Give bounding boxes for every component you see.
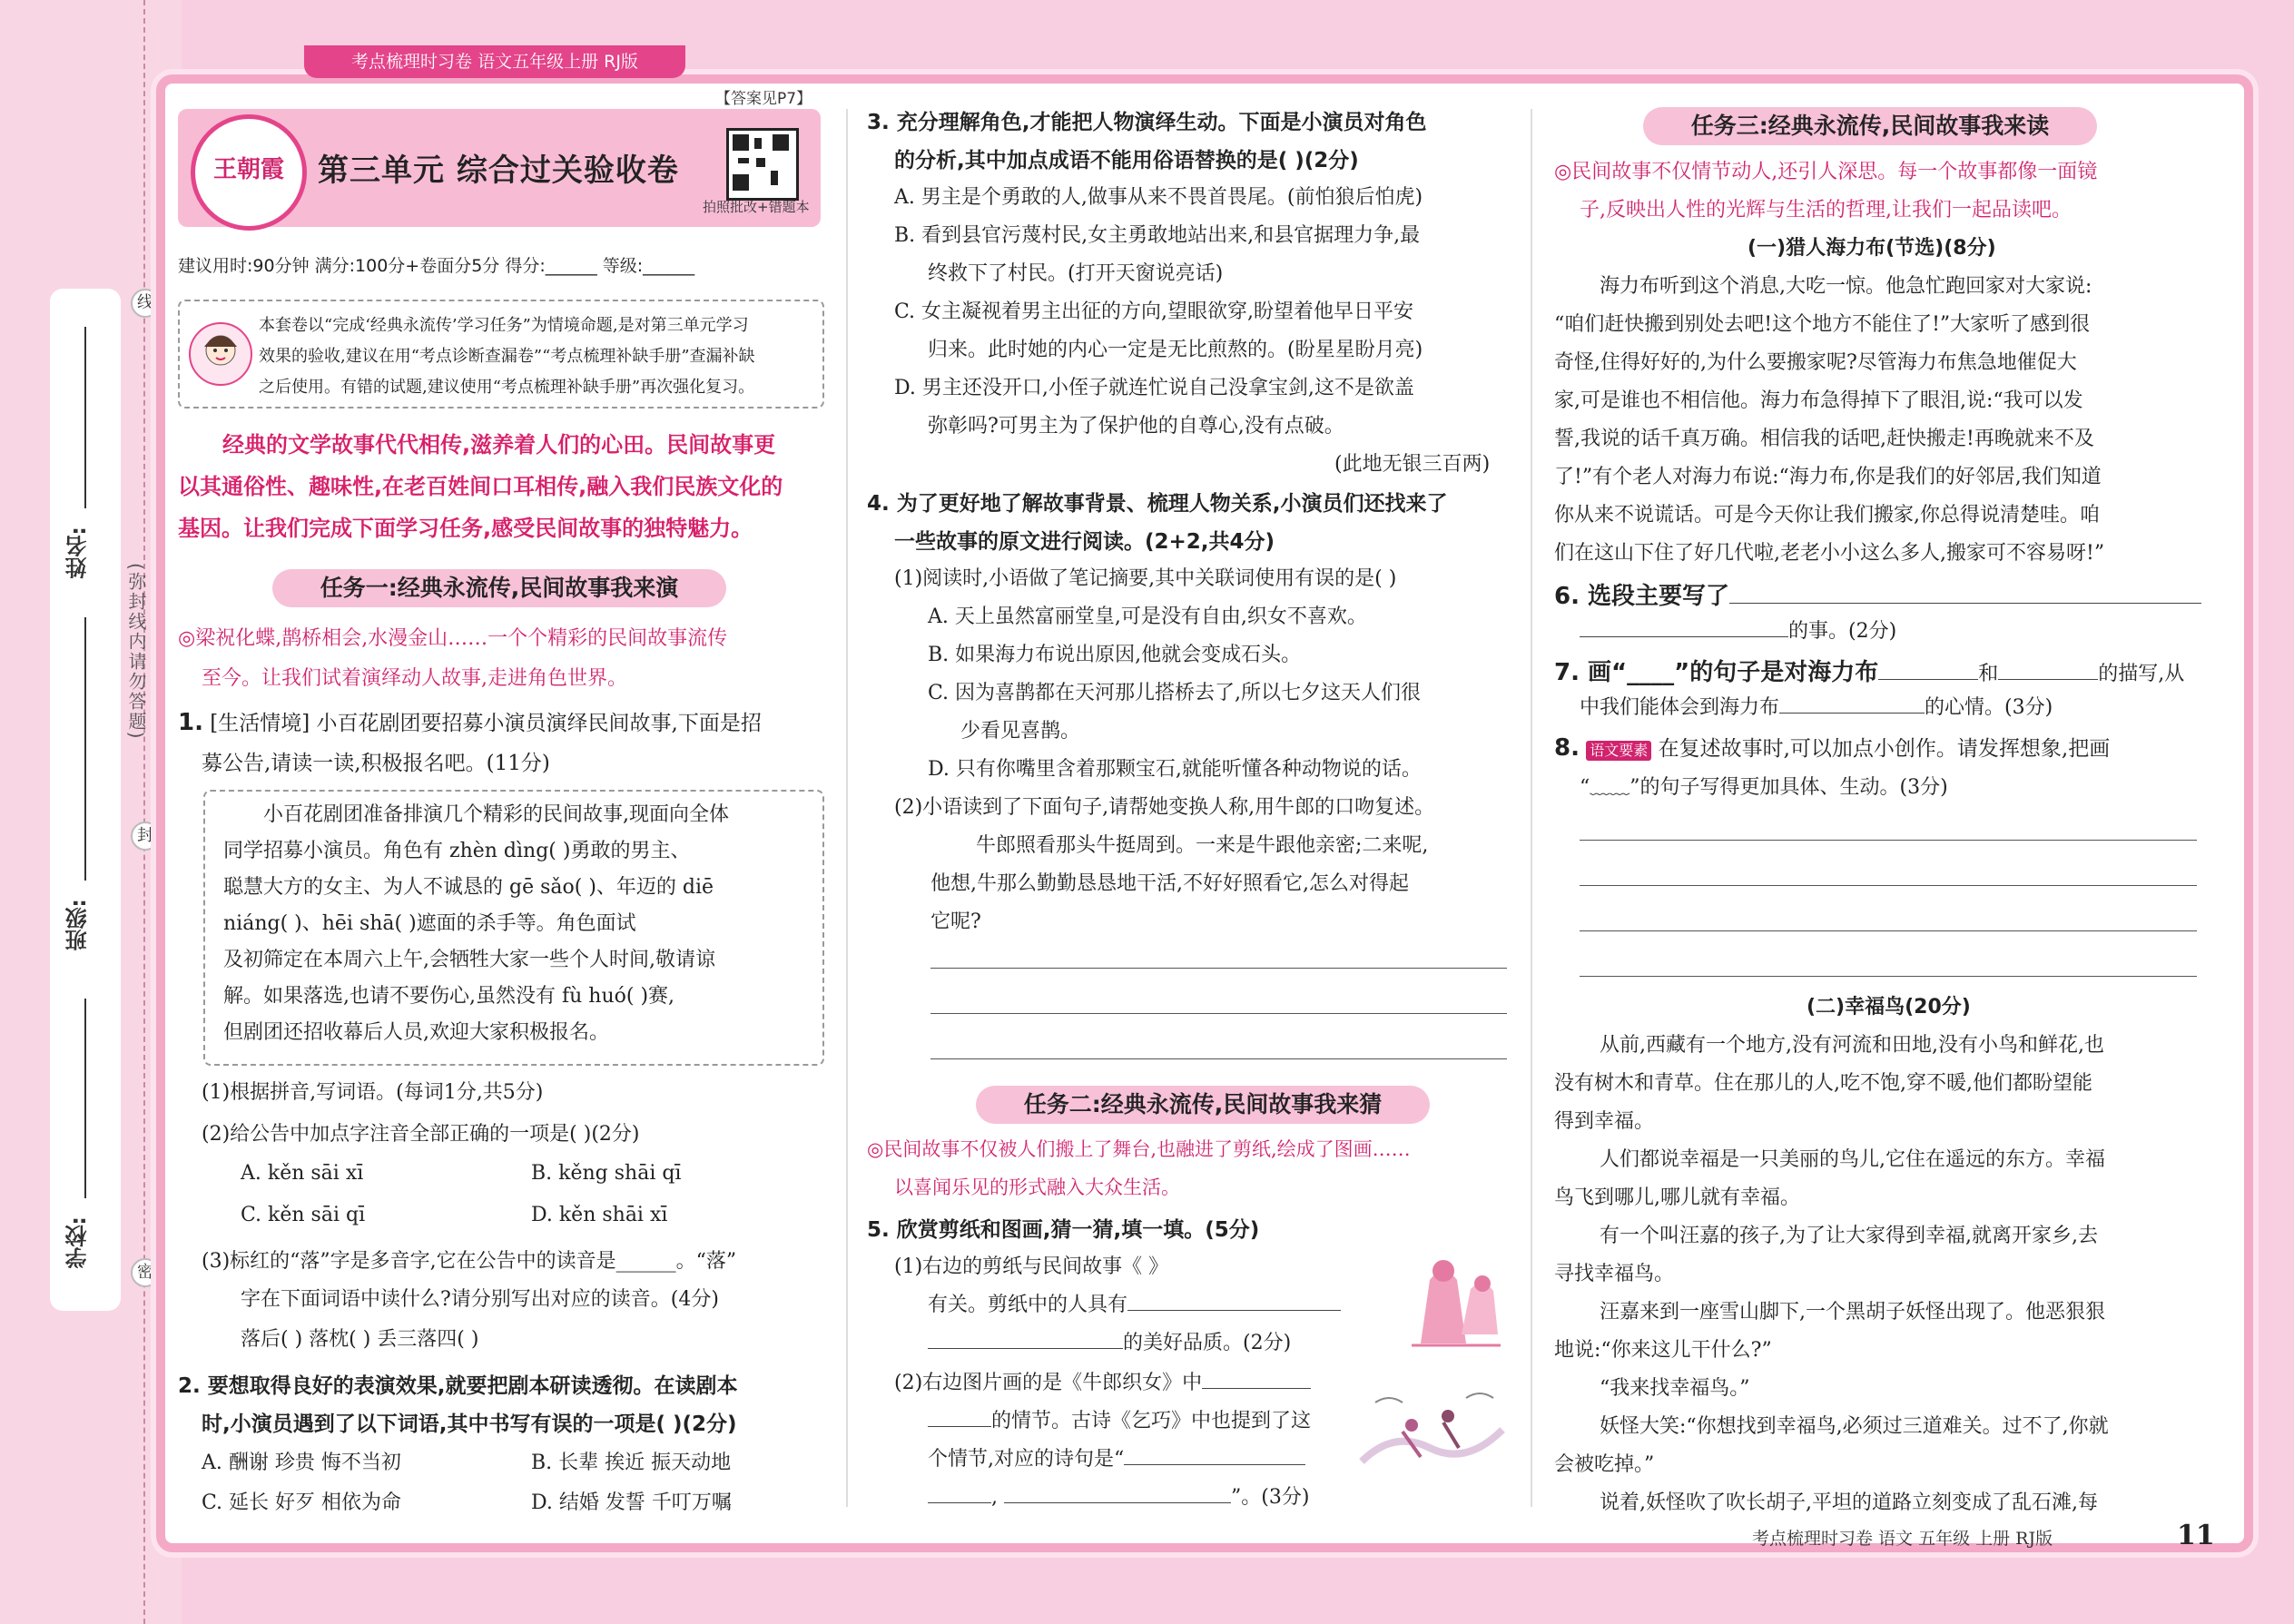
- passage2-line: 人们都说幸福是一只美丽的鸟儿,它住在遥远的东方。幸福: [1600, 1148, 2105, 1171]
- q4-answer-line[interactable]: [930, 1013, 1507, 1014]
- q1-2-option-c[interactable]: C. kěn sāi qī: [241, 1204, 366, 1226]
- brand-logo: 王朝霞: [191, 114, 307, 231]
- passage2-line: “我来找幸福鸟。”: [1600, 1377, 1750, 1400]
- q1-3: (3)标红的“落”字是多音字,它在公告中的读音是______。“落”: [202, 1250, 737, 1273]
- binding-dashed-line: [143, 0, 145, 1624]
- q1-2: (2)给公告中加点字注音全部正确的一项是( )(2分): [202, 1123, 640, 1146]
- q3-option-b[interactable]: B. 看到县官污蔑村民,女主勇敢地站出来,和县官据理力争,最: [894, 224, 1421, 247]
- passage1-line: 奇怪,住得好好的,为什么要搬家呢?尽管海力布焦急地催促大: [1554, 351, 2077, 374]
- q3-stem: 3. 充分理解角色,才能把人物演绎生动。下面是小演员对角色: [867, 111, 1427, 134]
- column-divider: [1531, 109, 1532, 1507]
- notice-line: 同学招募小演员。角色有 zhèn dìng( )勇敢的男主、: [223, 840, 691, 862]
- cowherd-weaver-painting-image: [1357, 1375, 1507, 1480]
- page-title: 第三单元 综合过关验收卷: [318, 153, 679, 189]
- passage1-title: (一)猎人海力布(节选)(8分): [1748, 237, 1996, 260]
- q7-stem: 7. 画“____”的句子是对海力布 和 的描写,从: [1554, 659, 2185, 686]
- q2-option-a[interactable]: A. 酬谢 珍贵 悔不当初: [202, 1452, 401, 1474]
- passage2-line: 妖怪大笑:“你想找到幸福鸟,必须过三道难关。过不了,你就: [1600, 1415, 2109, 1438]
- q2-stem: 时,小演员遇到了以下词语,其中书写有误的一项是( )(2分): [202, 1412, 737, 1436]
- passage2-line: 从前,西藏有一个地方,没有河流和田地,没有小鸟和鲜花,也: [1600, 1034, 2104, 1057]
- q1-2-option-b[interactable]: B. kěng shāi qī: [531, 1162, 682, 1185]
- class-field[interactable]: [84, 617, 86, 881]
- task1-desc: ◎梁祝化蝶,鹊桥相会,水漫金山……一个个精彩的民间故事流传: [178, 627, 728, 650]
- passage2-line: 说着,妖怪吹了吹长胡子,平坦的道路立刻变成了乱石滩,每: [1600, 1491, 2098, 1514]
- q8-answer-line[interactable]: [1580, 976, 2197, 977]
- q1-2-option-a[interactable]: A. kěn sāi xī: [241, 1162, 364, 1185]
- passage1-line: 了!”有个老人对海力布说:“海力布,你是我们的好邻居,我们知道: [1554, 466, 2102, 488]
- task3-desc: 子,反映出人性的光辉与生活的哲理,让我们一起品读吧。: [1580, 199, 2072, 221]
- name-field[interactable]: [84, 327, 86, 508]
- q4-quote: 牛郎照看那头牛挺周到。一来是牛跟他亲密;二来呢,: [976, 834, 1429, 857]
- school-field[interactable]: [84, 999, 86, 1198]
- q4-1-option-a[interactable]: A. 天上虽然富丽堂皇,可是没有自由,织女不喜欢。: [928, 605, 1367, 628]
- q6-stem: 的事。(2分): [1580, 615, 1896, 644]
- exam-meta: 建议用时:90分钟 满分:100分+卷面分5分 得分:______ 等级:______: [178, 256, 695, 276]
- q5-2: 个情节,对应的诗句是“: [928, 1443, 1305, 1471]
- binding-note: (弥封线内请勿答题): [125, 563, 147, 741]
- q4-quote: 他想,牛那么勤勤恳恳地干活,不好好照看它,怎么对得起: [930, 872, 1409, 895]
- answer-reference: 【答案见P7】: [715, 90, 812, 108]
- passage2-line: 有一个叫汪嘉的孩子,为了让大家得到幸福,就离开家乡,去: [1600, 1225, 2098, 1247]
- lead-line: 基因。让我们完成下面学习任务,感受民间故事的独特魅力。: [178, 516, 753, 541]
- q1-2-option-d[interactable]: D. kěn shāi xī: [531, 1204, 668, 1226]
- intro-note-line: 之后使用。有错的试题,建议使用“考点梳理补缺手册”再次强化复习。: [259, 378, 755, 397]
- q8-stem: 8. 语文要素 在复述故事时,可以加点小创作。请发挥想象,把画: [1554, 734, 2111, 762]
- passage2-line: 没有树木和青草。住在那儿的人,吃不饱,穿不暖,他们都盼望能: [1554, 1072, 2092, 1095]
- notice-line: 小百花剧团准备排演几个精彩的民间故事,现面向全体: [263, 803, 729, 826]
- passage1-line: “咱们赶快搬到别处去吧!这个地方不能住了!”大家听了感到很: [1554, 313, 2091, 336]
- q8-answer-line[interactable]: [1580, 930, 2197, 931]
- passage2-line: 会被吃掉。”: [1554, 1453, 1655, 1476]
- footer-info: 考点梳理时习卷 语文 五年级 上册 RJ版: [1752, 1529, 2053, 1549]
- lead-line: 经典的文学故事代代相传,滋养着人们的心田。民间故事更: [222, 432, 776, 458]
- q5-stem: 5. 欣赏剪纸和图画,猜一猜,填一填。(5分): [867, 1218, 1260, 1242]
- passage2-line: 得到幸福。: [1554, 1110, 1655, 1133]
- page-number: 11: [2177, 1520, 2215, 1551]
- binding-mark-secret: 密: [131, 1258, 160, 1287]
- passage1-line: 们在这山下住了好几代啦,老老小小这么多人,搬家可不容易呀!”: [1554, 542, 2105, 565]
- column-divider: [846, 109, 848, 1507]
- q3-option-c-cont: 归来。此时她的内心一定是无比煎熬的。(盼星星盼月亮): [928, 339, 1423, 361]
- q1-1: (1)根据拼音,写词语。(每词1分,共5分): [202, 1081, 544, 1104]
- passage2-line: 鸟飞到哪儿,哪儿就有幸福。: [1554, 1186, 1800, 1209]
- q3-option-a[interactable]: A. 男主是个勇敢的人,做事从来不畏首畏尾。(前怕狼后怕虎): [894, 186, 1423, 209]
- series-tab: 考点梳理时习卷 语文五年级上册 RJ版: [304, 45, 685, 78]
- notice-line: 解。如果落选,也请不要伤心,虽然没有 fù huó( )赛,: [223, 985, 675, 1008]
- notice-line: 及初筛定在本周六上午,会牺牲大家一些个人时间,敬请谅: [223, 949, 715, 971]
- q4-stem: 4. 为了更好地了解故事背景、梳理人物关系,小演员们还找来了: [867, 492, 1448, 516]
- girl-avatar-icon: [186, 320, 255, 389]
- q2-option-b[interactable]: B. 长辈 挨近 振天动地: [531, 1452, 732, 1474]
- binding-mark-line: 线: [131, 289, 160, 318]
- passage1-line: 海力布听到这个消息,大吃一惊。他急忙跑回家对大家说:: [1600, 275, 2092, 298]
- q5-1: 有关。剪纸中的人具有: [928, 1289, 1341, 1317]
- q8-stem: “﹏﹏”的句子写得更加具体、生动。(3分): [1580, 776, 1948, 799]
- notice-line: 但剧团还招收幕后人员,欢迎大家积极报名。: [223, 1021, 609, 1044]
- q3-option-b-cont: 终救下了村民。(打开天窗说亮话): [928, 262, 1224, 285]
- q4-1-option-b[interactable]: B. 如果海力布说出原因,他就会变成石头。: [928, 644, 1302, 666]
- class-label: 班级:: [65, 899, 91, 951]
- passage2-line: 地说:“你来这儿干什么?”: [1554, 1339, 1772, 1362]
- q4-quote: 它呢?: [930, 910, 981, 933]
- intro-note-line: 效果的验收,建议在用“考点诊断查漏卷”“考点梳理补缺手册”查漏补缺: [259, 347, 755, 366]
- task2-desc: ◎民间故事不仅被人们搬上了舞台,也融进了剪纸,绘成了图画……: [867, 1138, 1411, 1160]
- passage1-line: 你从来不说谎话。可是今天你让我们搬家,你总得说清楚哇。咱: [1554, 504, 2100, 527]
- q6-stem: 6. 选段主要写了: [1554, 577, 2201, 611]
- school-label: 学校:: [65, 1216, 91, 1269]
- q5-2: , ”。(3分): [928, 1481, 1309, 1510]
- qr-code-icon[interactable]: [726, 128, 799, 201]
- intro-note-line: 本套卷以“完成‘经典永流传’学习任务”为情境命题,是对第三单元学习: [259, 316, 749, 335]
- passage2-line: 寻找幸福鸟。: [1554, 1263, 1675, 1285]
- q3-stem: 的分析,其中加点成语不能用俗语替换的是( )(2分): [894, 149, 1359, 172]
- q1-3-answers[interactable]: 落后( ) 落枕( ) 丢三落四( ): [241, 1328, 479, 1351]
- q5-1: 的美好品质。(2分): [928, 1327, 1291, 1355]
- task3-desc: ◎民间故事不仅情节动人,还引人深思。每一个故事都像一面镜: [1554, 161, 2098, 183]
- q4-2: (2)小语读到了下面句子,请帮她变换人称,用牛郎的口吻复述。: [894, 796, 1435, 819]
- q5-2: 的情节。古诗《乞巧》中也提到了这: [928, 1405, 1311, 1433]
- passage2-line: 汪嘉来到一座雪山脚下,一个黑胡子妖怪出现了。他恶狠狠: [1600, 1301, 2105, 1324]
- name-label: 姓名:: [65, 527, 91, 579]
- q3-option-d-cont: 弥彰吗?可男主为了保护他的自尊心,没有点破。: [928, 415, 1344, 438]
- task2-desc: 以喜闻乐见的形式融入大众生活。: [894, 1176, 1180, 1198]
- q3-option-d-saying: (此地无银三百两): [1334, 453, 1491, 476]
- q4-1-option-c-cont: 少看见喜鹊。: [960, 720, 1081, 743]
- task1-desc: 至今。让我们试着演绎动人故事,走进角色世界。: [202, 667, 627, 690]
- qr-label: 拍照批改+错题本: [703, 199, 810, 215]
- q2-stem: 2. 要想取得良好的表演效果,就要把剧本研读透彻。在读剧本: [178, 1374, 738, 1398]
- q1-stem: 募公告,请读一读,积极报名吧。(11分): [202, 752, 550, 775]
- q4-1: (1)阅读时,小语做了笔记摘要,其中关联词使用有误的是( ): [894, 567, 1397, 590]
- q3-option-d[interactable]: D. 男主还没开口,小侄子就连忙说自己没拿宝剑,这不是欲盖: [894, 377, 1414, 399]
- q5-1: (1)右边的剪纸与民间故事《 》: [894, 1255, 1169, 1278]
- notice-line: 聪慧大方的女主、为人不诚恳的 gē sǎo( )、年迈的 diē: [223, 876, 714, 899]
- q4-answer-line[interactable]: [930, 1058, 1507, 1059]
- task3-title: 任务三:经典永流传,民间故事我来读: [1643, 107, 2097, 145]
- q8-answer-line[interactable]: [1580, 885, 2197, 886]
- literacy-tag: 语文要素: [1586, 741, 1651, 761]
- q2-option-d[interactable]: D. 结婚 发誓 千叮万嘱: [531, 1491, 732, 1514]
- task1-title: 任务一:经典永流传,民间故事我来演: [272, 569, 726, 607]
- q4-1-option-d[interactable]: D. 只有你嘴里含着那颗宝石,就能听懂各种动物说的话。: [928, 758, 1422, 781]
- q4-stem: 一些故事的原文进行阅读。(2+2,共4分): [894, 530, 1275, 554]
- q1-3: 字在下面词语中读什么?请分别写出对应的读音。(4分): [241, 1288, 719, 1311]
- q8-answer-line[interactable]: [1580, 840, 2197, 841]
- binding-mark-seal: 封: [131, 822, 160, 851]
- passage1-line: 誓,我说的话千真万确。相信我的话吧,赶快搬走!再晚就来不及: [1554, 428, 2094, 450]
- q7-stem: 中我们能体会到海力布 的心情。(3分): [1580, 696, 2053, 719]
- q3-option-c[interactable]: C. 女主凝视着男主出征的方向,望眼欲穿,盼望着他早日平安: [894, 300, 1414, 323]
- passage2-title: (二)幸福鸟(20分): [1807, 996, 1971, 1019]
- passage1-line: 家,可是谁也不相信他。海力布急得掉下了眼泪,说:“我可以发: [1554, 389, 2083, 412]
- q4-1-option-c[interactable]: C. 因为喜鹊都在天河那儿搭桥去了,所以七夕这天人们很: [928, 682, 1422, 704]
- notice-line: niáng( )、hēi shā( )遮面的杀手等。角色面试: [223, 912, 636, 935]
- papercut-figures-image: [1403, 1244, 1507, 1353]
- q1-stem: 1. [生活情境] 小百花剧团要招募小演员演绎民间故事,下面是招: [178, 709, 762, 736]
- q5-2: (2)右边图片画的是《牛郎织女》中: [894, 1367, 1311, 1395]
- lead-line: 以其通俗性、趣味性,在老百姓间口耳相传,融入我们民族文化的: [178, 474, 783, 499]
- task2-title: 任务二:经典永流传,民间故事我来猜: [976, 1086, 1430, 1124]
- q4-answer-line[interactable]: [930, 968, 1507, 969]
- q2-option-c[interactable]: C. 延长 好歹 相依为命: [202, 1491, 402, 1514]
